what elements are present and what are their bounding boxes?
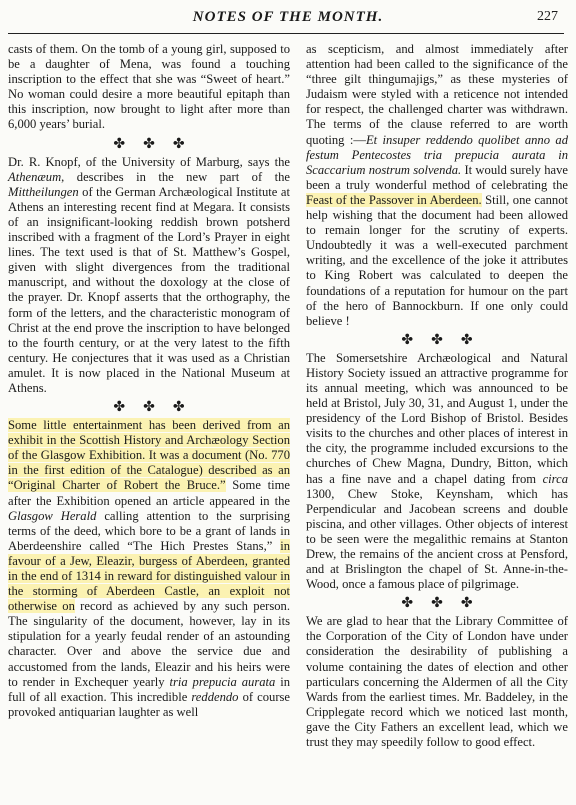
mittheilungen-title: Mittheilungen — [8, 184, 79, 199]
page-header — [0, 9, 576, 29]
athenaeum-title: Athenæum — [8, 169, 62, 184]
section-ornament: ✤✤✤ — [113, 135, 203, 152]
right-column — [306, 42, 568, 750]
highlighted-text: Feast of the Passover in Aberdeen. — [306, 192, 482, 207]
paragraph-tomb-epitaph: casts of them. On the tomb of a young girl, supposed to be a daughter of Mena, was found a touching inscription to the effect that she was “Sweet of heart.” No woman could desire a more beautiful epitaph than this inscription, now brought to light after more than 6,000 years’ burial. — [8, 42, 290, 132]
paragraph-charter-withdrawn: as scepticism, and almost immediately after attention had been called to the significance of the “three gilt thingumajigs,” as these mysteries of Judaism were styled with a reticence not intended for respect, the challenged charter was withdrawn. The terms of the clause referred to are worth quoting :—Et insuper reddendo quolibet anno ad festum Pentecostes tria prepucia aurata in Scaccarium nostrum solvenda. It would surely have been a truly wonderful method of celebrating the Feast of the Passover in Aberdeen. Still, one cannot help wishing that the document had been allowed to remain longer for the scrutiny of experts. Undoubtedly it was a well-executed parchment writing, and the excellence of the joke it attributes to King Robert was calculated to deepen the foundations of a reputation for humour on the part of the hero of Bannockburn. If one only could believe ! — [306, 42, 569, 328]
latin-word: reddendo — [191, 689, 239, 704]
highlighted-text: Some little entertainment has been derived from an exhibit in the Scottish History and Archæology Section of the Glasgow Exhibition. It was a document (No. 770 in the first edition of the Catalogue) described as an “Original Charter of Robert the Bruce.” — [8, 418, 290, 493]
paragraph-somersetshire-society: The Somersetshire Archæological and Natural History Society issued an attractive programme for its annual meeting, which was announced to be held at Bristol, July 30, 31, and August 1, under the presidency of the Lord Bishop of Bristol. Besides visits to the churches and other places of interest in the city, the programme included excursions to the churches of Chew Magna, Dundry, Bitton, which has a fine nave and a chapel dating from circa 1300, Chew Stoke, Keynsham, which has Perpendicular and Jacobean screens and double piscina, and other villages. Other objects of interest to be seen were the megalithic remains at Stanton Drew, the remains of the ancient cross at Pensford, and at Brislington the chapel of St. Anne-in-the-Wood, once a famous place of pilgrimage. — [306, 350, 568, 592]
latin-quotation: Et insuper reddendo quolibet anno ad festum Pentecostes tria prepucia aurata in Scaccarium nostrum solvenda. — [306, 132, 568, 177]
section-ornament: ✤✤✤ — [113, 399, 203, 416]
paragraph-bruce-charter: Some little entertainment has been derived from an exhibit in the Scottish History and Archæology Section of the Glasgow Exhibition. It was a document (No. 770 in the first edition of the Catalogue) described as an “Original Charter of Robert the Bruce.” Some time after the Exhibition opened an article appeared in the Glasgow Herald calling attention to the surprising terms of the deed, which bore to be a grant of lands in Aberdeenshire called “The Hich Prestes Stans,” in favour of a Jew, Eleazir, burgess of Aberdeen, granted in the end of 1314 in reward for distinguished valour in the storming of Aberdeen Castle, an exploit not otherwise on record as achieved by any such person. The singularity of the document, however, lay in its stipulation for a yearly feudal render of an astounding character. Over and above the service due and accustomed from the lands, Eleazir and his heirs were to render in Exchequer yearly tria prepucia aurata in full of all exaction. This incredible reddendo of course provoked antiquarian laughter as well — [8, 418, 291, 719]
header-rule — [8, 33, 564, 34]
section-ornament: ✤✤✤ — [401, 331, 491, 348]
page-number: 227 — [537, 9, 558, 24]
latin-word: circa — [542, 471, 568, 486]
paragraph-megara-find: Dr. R. Knopf, of the University of Marburg, says the Athenæum, describes in the new part of the Mittheilungen of the German Archæological Institute at Athens an interesting recent find at Megara. It consists of an insignificant-looking reddish brown potsherd inscribed with a fragment of the Lord’s Prayer in eight lines. The text used is that of St. Matthew’s Gospel, given with slight divergences from the traditional manuscript, and without the doxology at the close of the prayer. Dr. Knopf asserts that the orthography, the form of the letters, and the characteristic monogram of Christ at the end prove the inscription to have belonged to the fourth century, or at the very latest to the fifth century. He conjectures that it was used as a Christian amulet. It is now placed in the National Museum at Athens. — [8, 154, 290, 395]
section-ornament: ✤✤✤ — [401, 595, 491, 612]
highlighted-text: in favour of a Jew, Eleazir, burgess of Aberdeen, granted in the end of 1314 in reward for distinguished valour in the storming of Aberdeen Castle, an exploit not otherwise on — [8, 538, 290, 614]
left-column — [8, 42, 290, 720]
paragraph-library-committee: We are glad to hear that the Library Committee of the Corporation of the City of London have under consideration the desirability of publishing a volume containing the dates of election and other particulars concerning the Aldermen of all the City Wards from the earliest times. Mr. Baddeley, in the Cripplegate record which we noticed last month, gave the City Fathers an excellent lead, which we trust they may speedily follow to good effect. — [306, 614, 568, 750]
latin-phrase: tria prepucia aurata — [169, 674, 276, 689]
glasgow-herald-title: Glasgow Herald — [8, 508, 97, 523]
running-title: NOTES OF THE MONTH. — [192, 9, 384, 25]
